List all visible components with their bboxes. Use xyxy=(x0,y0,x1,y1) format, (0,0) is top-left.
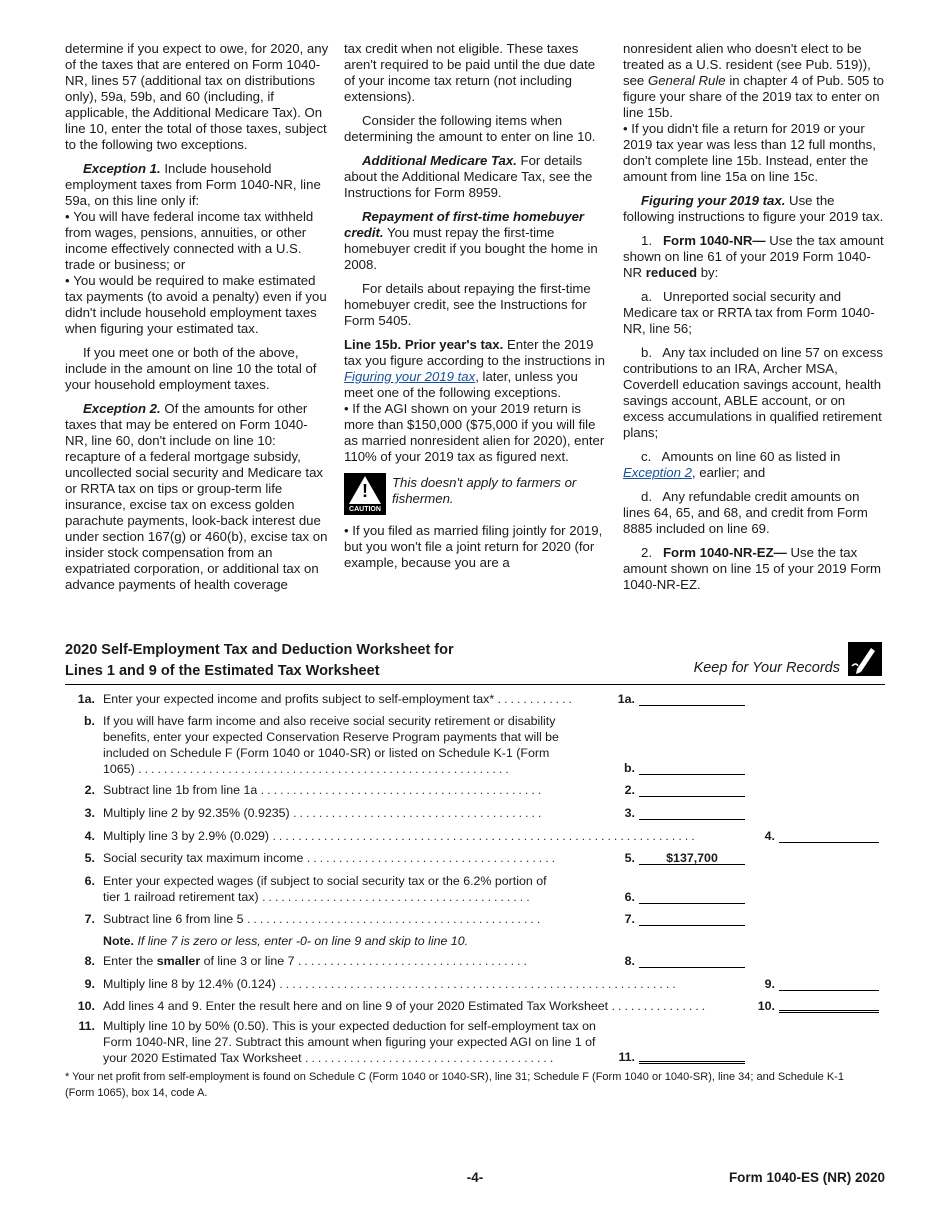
paragraph: Consider the following items when determining the amount to enter on line 10. xyxy=(344,113,596,144)
page-number: -4- xyxy=(466,1170,484,1185)
line-15b-heading: Line 15b. Prior year's tax. Enter the 2019 tax you figure according to the instructions in Figuring your 2019 tax, later, unless you meet one of the following exceptions. xyxy=(344,337,605,400)
item-c: c. Amounts on line 60 as listed in Exception 2, earlier; and xyxy=(623,449,841,480)
line-9-input[interactable] xyxy=(779,976,879,991)
column-3 xyxy=(623,41,887,601)
exception-1: Exception 1. Include household employment taxes from Form 1040-NR, line 59a, on this line only if: xyxy=(65,161,321,208)
worksheet-title: 2020 Self-Employment Tax and Deduction Worksheet for Lines 1 and 9 of the Estimated Tax Worksheet xyxy=(65,642,454,679)
item-b: b. Any tax included on line 57 on excess contributions to an IRA, Archer MSA, Coverdell education savings account, health savings account, ABLE account, or on excess accumulations in qualified retirement plans; xyxy=(623,345,883,440)
line-6-input[interactable] xyxy=(639,889,745,904)
line-3-input[interactable] xyxy=(639,805,745,820)
line-7-input[interactable] xyxy=(639,911,745,926)
figuring-2019-tax-link[interactable]: Figuring your 2019 tax xyxy=(344,369,476,384)
paragraph: nonresident alien who doesn't elect to be treated as a U.S. resident (see Pub. 519)), see General Rule in chapter 4 of Pub. 505 to figure your share of the 2019 tax to enter on line 15b. xyxy=(623,41,885,120)
caution-icon: ! CAUTION xyxy=(344,473,386,515)
bullet: • If you filed as married filing jointly for 2019, but you won't file a joint return for 2020 (for example, because you are a xyxy=(344,523,608,571)
line-4-input[interactable] xyxy=(779,828,879,843)
line-5-value: $137,700 xyxy=(639,850,745,865)
item-d: d. Any refundable credit amounts on lines 64, 65, and 68, and credit from Form 8885 included on line 69. xyxy=(623,489,868,536)
paragraph: For details about repaying the first-time homebuyer credit, see the Instructions for Form 5405. xyxy=(344,281,591,328)
column-2 xyxy=(344,41,608,579)
bullet: • If you didn't file a return for 2019 or your 2019 tax year was less than 12 full months, don't complete line 15b. Instead, enter the amount from line 15a on line 15c. xyxy=(623,121,887,185)
bullet: • You would be required to make estimated tax payments (to avoid a penalty) even if you didn't include household employment taxes when figuring your estimated tax. xyxy=(65,273,330,337)
figuring-2019-tax: Figuring your 2019 tax. Use the following instructions to figure your 2019 tax. xyxy=(623,193,884,224)
exception-2-link[interactable]: Exception 2 xyxy=(623,465,692,480)
form-name: Form 1040-ES (NR) 2020 xyxy=(728,1170,885,1185)
paragraph: determine if you expect to owe, for 2020, any of the taxes that are entered on Form 1040-NR, lines 57 (additional tax on distributions only), 59a, 59b, and 60 (including, if applicable, the Additional Medicare Tax). On line 10, enter the total of those taxes, subject to the following two exceptions. xyxy=(65,41,329,152)
repayment-homebuyer-credit: Repayment of first-time homebuyer credit. You must repay the first-time homebuyer credit if you bought the home in 2008. xyxy=(344,209,598,272)
line-1b-input[interactable] xyxy=(639,760,745,775)
item-a: a. Unreported social security and Medicare tax or RRTA tax from Form 1040-NR, line 56; xyxy=(623,289,875,336)
footnote: * Your net profit from self-employment is found on Schedule C (Form 1040 or 1040-SR), line 31; Schedule F (Form 1040 or 1040-SR), line 34; and Schedule K-1 (Form 1065), box 14, code A. xyxy=(65,1071,844,1099)
item-1: 1. Form 1040-NR— Use the tax amount shown on line 61 of your 2019 Form 1040-NR reduced by: xyxy=(623,233,884,280)
line-10-input[interactable] xyxy=(779,998,879,1013)
pencil-icon xyxy=(848,642,882,676)
divider xyxy=(65,684,885,685)
caution-text: This doesn't apply to farmers or fishermen. xyxy=(392,475,577,506)
line-11-input[interactable] xyxy=(639,1049,745,1064)
item-2: 2. Form 1040-NR-EZ— Use the tax amount shown on line 15 of your 2019 Form 1040-NR-EZ. xyxy=(623,545,882,592)
paragraph: tax credit when not eligible. These taxes aren't required to be paid until the due date of your income tax return (not including extensions). xyxy=(344,41,596,104)
additional-medicare-tax: Additional Medicare Tax. For details about the Additional Medicare Tax, see the Instructions for Form 8959. xyxy=(344,153,593,200)
line-8-input[interactable] xyxy=(639,953,745,968)
keep-for-records: Keep for Your Records xyxy=(693,660,840,676)
paragraph: If you meet one or both of the above, include in the amount on line 10 the total of your household employment taxes. xyxy=(65,345,317,392)
line-1a-input[interactable] xyxy=(639,691,745,706)
bullet: • If the AGI shown on your 2019 return is more than $150,000 ($75,000 if you will file as married nonresident alien for 2020), enter 110% of your 2019 tax as figured next. xyxy=(344,401,608,465)
exception-2: Exception 2. Of the amounts for other taxes that may be entered on Form 1040-NR, line 60, don't include on line 10: recapture of a federal mortgage subsidy, uncollected social security and Medicare tax or RRTA tax on tips or group-term life insurance, excise tax on excess golden parachute payments, look-back interest due under section 167(g) or 460(b), excise tax on insider stock compensation from an expatriated corporation, or additional tax on advance payments of health coverage xyxy=(65,401,328,592)
line-2-input[interactable] xyxy=(639,782,745,797)
bullet: • You will have federal income tax withheld from wages, pensions, annuities, or other income effectively connected with a U.S. trade or business; or xyxy=(65,209,330,273)
caution-note xyxy=(344,473,608,515)
column-1 xyxy=(65,41,330,601)
